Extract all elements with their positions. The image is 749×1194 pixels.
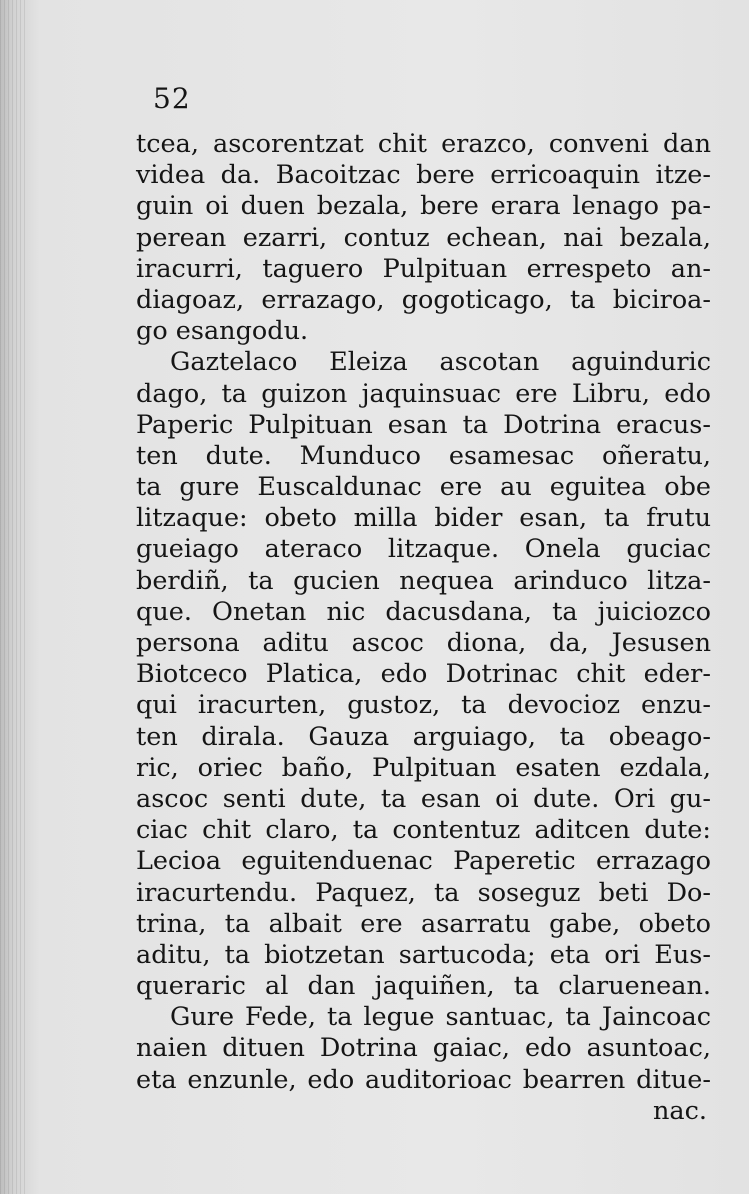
text-line: ascoc senti dute, ta esan oi dute. Ori gu- <box>136 783 711 814</box>
text-line: ten dute. Munduco esamesac oñeratu, <box>136 440 711 471</box>
text-line: ciac chit claro, ta contentuz aditcen dute: <box>136 815 711 846</box>
text-line: iracurri, taguero Pulpituan errespeto an- <box>136 253 711 284</box>
text-line: Gaztelaco Eleiza ascotan aguinduric <box>170 347 711 378</box>
page-edge-shadow <box>0 0 28 1194</box>
text-line: Lecioa eguitenduenac Paperetic errazago <box>136 846 711 877</box>
text-line: nac. <box>652 1095 707 1126</box>
text-line: Gure Fede, ta legue santuac, ta Jaincoac <box>170 1002 711 1033</box>
text-line: eta enzunle, edo auditorioac bearren ditue- <box>136 1064 711 1095</box>
text-line: tcea, ascorentzat chit erazco, conveni dan <box>136 129 711 159</box>
text-line: iracurtendu. Paquez, ta soseguz beti Do- <box>136 877 711 908</box>
text-line: que. Onetan nic dacusdana, ta juiciozco <box>136 596 711 627</box>
text-line: guin oi duen bezala, bere erara lenago pa- <box>136 191 711 222</box>
text-line: Paperic Pulpituan esan ta Dotrina eracus- <box>136 409 711 440</box>
text-line: perean ezarri, contuz echean, nai bezala, <box>136 222 711 253</box>
text-line: videa da. Bacoitzac bere erricoaquin itze- <box>136 160 711 191</box>
text-line: qui iracurten, gustoz, ta devocioz enzu- <box>136 690 711 721</box>
text-line: ric, oriec baño, Pulpituan esaten ezdala, <box>136 752 711 783</box>
text-line: ten dirala. Gauza arguiago, ta obeago- <box>136 721 711 752</box>
text-line: aditu, ta biotzetan sartucoda; eta ori Eus- <box>136 939 711 970</box>
text-line: litzaque: obeto milla bider esan, ta frutu <box>136 503 711 534</box>
text-line: ta gure Euscaldunac ere au eguitea obe <box>136 472 711 503</box>
text-line: diagoaz, errazago, gogoticago, ta biciroa- <box>136 284 711 315</box>
page-number: 52 <box>153 82 191 115</box>
text-line: dago, ta guizon jaquinsuac ere Libru, edo <box>136 378 711 409</box>
text-line: naien dituen Dotrina gaiac, edo asuntoac, <box>136 1033 711 1064</box>
text-line: Biotceco Platica, edo Dotrinac chit eder- <box>136 659 711 690</box>
text-line: persona aditu ascoc diona, da, Jesusen <box>136 628 711 658</box>
body-text <box>136 129 711 1127</box>
text-line: gueiago ateraco litzaque. Onela guciac <box>136 534 711 565</box>
text-line: berdiñ, ta gucien nequea arinduco litza- <box>136 565 711 596</box>
text-line: go esangodu. <box>136 316 309 347</box>
text-line: queraric al dan jaquiñen, ta claruenean. <box>136 971 711 1002</box>
text-line: trina, ta albait ere asarratu gabe, obeto <box>136 908 711 939</box>
